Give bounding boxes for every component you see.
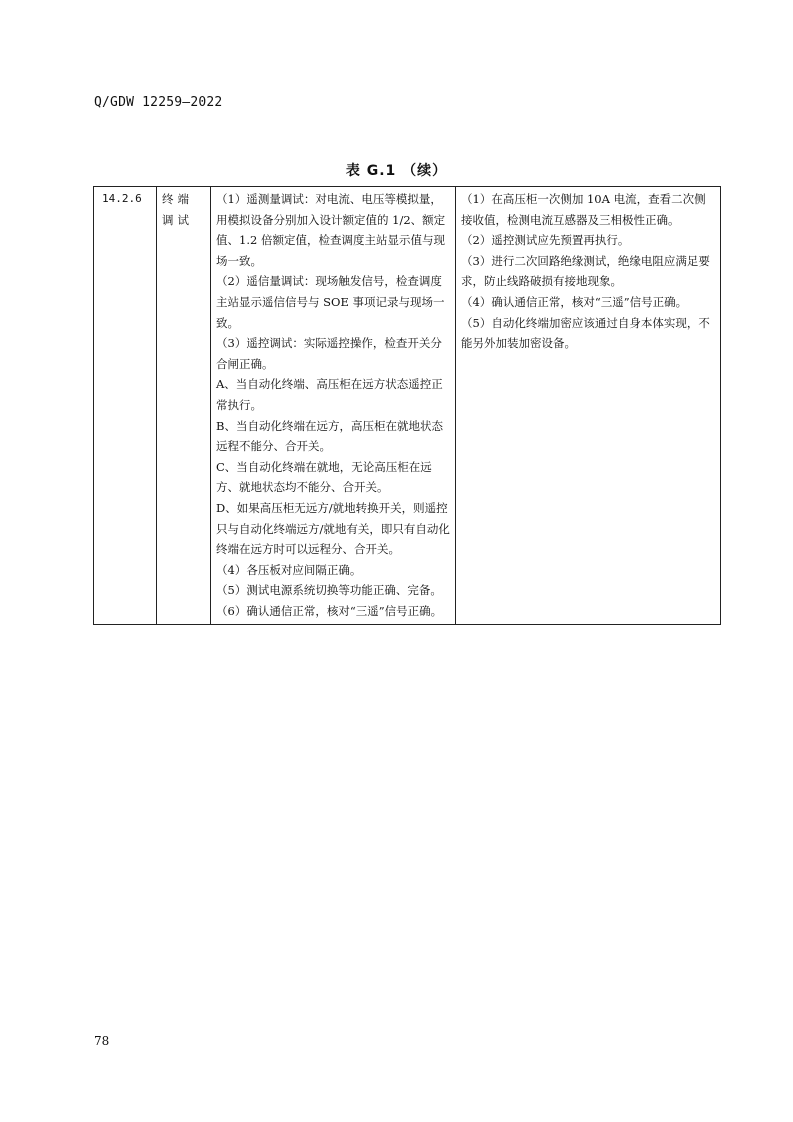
note-paragraph: （2）遥控测试应先预置再执行。	[461, 233, 630, 248]
method-paragraph: （2）遥信量调试：现场触发信号，检查调度主站显示遥信信号与 SOE 事项记录与现场一致。	[216, 274, 445, 330]
page-number: 78	[94, 1034, 110, 1048]
table-row	[94, 187, 721, 625]
note-paragraph: （1）在高压柜一次侧加 10A 电流，查看二次侧接收值，检测电流互感器及三相极性正确。	[461, 192, 706, 227]
notes-cell	[456, 187, 721, 625]
method-paragraph: B、当自动化终端在远方，高压柜在就地状态远程不能分、合开关。	[216, 418, 443, 454]
method-paragraph: D、如果高压柜无远方/就地转换开关，则遥控只与自动化终端远方/就地有关，即只有自动化终端在远方时可以远程分、合开关。	[216, 500, 450, 557]
note-paragraph: （5）自动化终端加密应该通过自身本体实现，不能另外加装加密设备。	[461, 315, 710, 351]
note-paragraph: （4）确认通信正常，核对“三遥”信号正确。	[461, 294, 688, 309]
note-paragraph: （3）进行二次回路绝缘测试，绝缘电阻应满足要求，防止线路破损有接地现象。	[461, 253, 710, 289]
item-name: 终端调试	[157, 187, 211, 625]
method-paragraph: （3）遥控调试：实际遥控操作，检查开关分合闸正确。	[216, 336, 442, 371]
table-title: 表 G.1 （续）	[345, 163, 448, 179]
method-paragraph: A、当自动化终端、高压柜在远方状态遥控正常执行。	[216, 377, 443, 412]
method-paragraph: （4）各压板对应间隔正确。	[216, 562, 362, 577]
method-cell	[211, 187, 456, 625]
document-id: Q/GDW 12259—2022	[94, 95, 223, 110]
spec-table	[93, 186, 721, 625]
method-paragraph: C、当自动化终端在就地，无论高压柜在远方、就地状态均不能分、合开关。	[216, 459, 432, 495]
item-number: 14.2.6	[94, 187, 157, 625]
method-paragraph: （6）确认通信正常，核对“三遥”信号正确。	[216, 603, 443, 618]
method-paragraph: （5）测试电源系统切换等功能正确、完备。	[216, 583, 442, 598]
method-paragraph: （1）遥测量调试：对电流、电压等模拟量，用模拟设备分别加入设计额定值的 1/2、额定值、1.2 倍额定值，检查调度主站显示值与现场一致。	[216, 192, 446, 268]
